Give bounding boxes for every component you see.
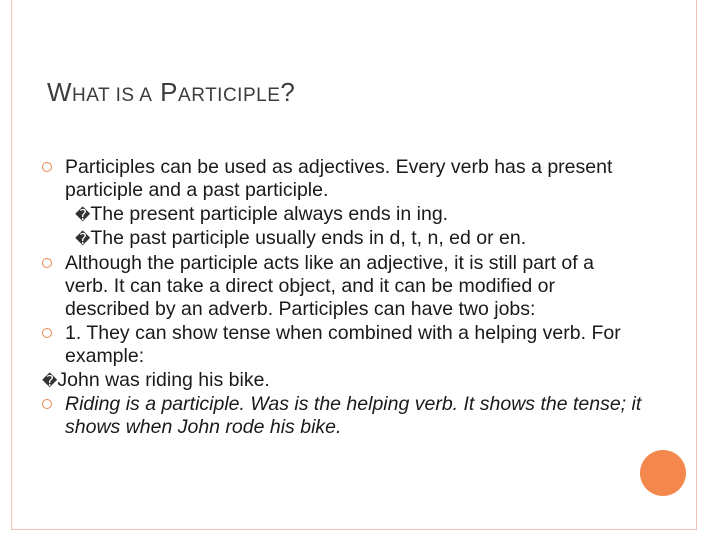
- bullet-text: Participles can be used as adjectives. Every verb has a present participle and a past participle.: [65, 156, 613, 202]
- bullet-item: [42, 252, 642, 322]
- example-line: [42, 369, 642, 393]
- sub-item-text: The present participle always ends in ing.: [90, 202, 449, 225]
- circle-bullet-icon: [42, 328, 52, 338]
- decorative-circle: [640, 450, 686, 496]
- bullet-item: [42, 393, 642, 440]
- bullet-item: [42, 322, 642, 369]
- slide-content: [42, 156, 642, 440]
- bullet-text: 1. They can show tense when combined with a helping verb. For example:: [65, 321, 621, 368]
- unknown-glyph-icon: �: [75, 231, 91, 249]
- bullet-item: [42, 156, 642, 203]
- sub-item: [42, 227, 642, 251]
- circle-bullet-icon: [42, 162, 52, 172]
- circle-bullet-icon: [42, 258, 52, 268]
- sub-item: [42, 203, 642, 227]
- unknown-glyph-icon: �: [75, 206, 91, 224]
- slide-title: WHAT IS A PARTICIPLE?: [47, 77, 296, 107]
- unknown-glyph-icon: �: [42, 372, 58, 390]
- bullet-text: Riding is a participle. Was is the helping verb. It shows the tense; it shows when John rode his bike.: [65, 393, 642, 439]
- bullet-text: Although the participle acts like an adjective, it is still part of a verb. It can take a direct object, and it can be modified or described by an adverb. Participles can have two jobs:: [65, 251, 594, 321]
- circle-bullet-icon: [42, 399, 52, 409]
- example-text: John was riding his bike.: [57, 368, 270, 391]
- sub-item-text: The past participle usually ends in d, t, n, ed or en.: [90, 227, 527, 250]
